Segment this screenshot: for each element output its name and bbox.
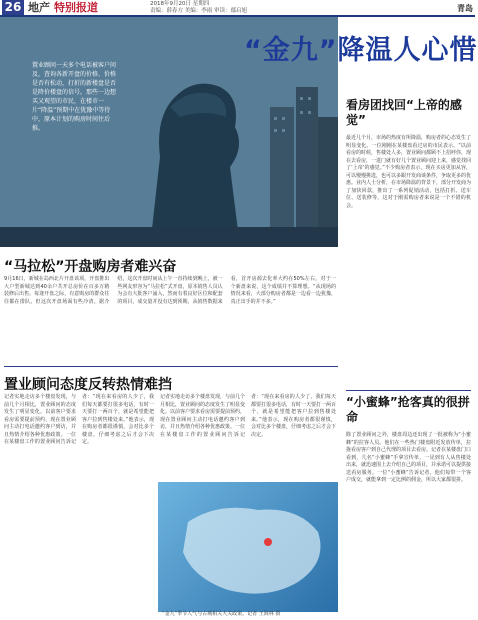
section-label: 地产 [28, 1, 50, 14]
article-title-4 [346, 395, 471, 425]
issue-meta [150, 1, 247, 15]
article-title-3 [346, 98, 471, 128]
article-body-1: 9月16日，新城在岛西北片开盘该项，开盘推出大户型新城达到40余户共开总房价在百多万精装修后出售。每逢开盘之际，有意购房的群众往往都在排队。但这次开盘场面有些冷清。据介绍，这次开盘时间从上午一直持续到晚上，被一些网友形容为“马拉松”式开盘，原本销售人员认为会有大批客户涌入，然而有着良好区位和配套的项目，成交量并没有达到预期。从销售数据来看，首开房源去化率大约在50%左右，对于一个新盘来说，这个成绩并不算理想。“从现场的情况来看，大部分购房者都是一边看一边犹豫，真正出手的并不多。” [4, 276, 336, 305]
main-headline: “金九”降温人心惜 [244, 35, 478, 66]
photo-caption: 房屋销控之下，楼市变化莫测。 资料图片 [150, 257, 251, 263]
article-body-4: 除了置业顾问之外，楼盘周边还出现了一批被称为“小蜜蜂”的拉客人员。他们在一些热门楼盘附近发放传单，拉拢看房客户到自己代理的项目去看房。记者在某楼盘门口看到，几名“小蜜蜂”手拿宣传单，一见到有人从售楼处出来，就迅速围上去介绍自己的项目，并承诺可以提供接送看房服务。一位“小蜜蜂”告诉记者，他们每带一个客户成交，就能拿到一定比例的佣金，所以大家都很拼。 [346, 432, 472, 483]
paper-name: 青岛 [457, 4, 473, 13]
masthead [0, 0, 475, 17]
article-body-3: 最近几个月，市场的热度有所降温，购房者的心态发生了明显变化。一位刚刚在某楼盘看过房的市民表示，“以前看房的时候，售楼处人多，置业顾问都顾不上招呼你，现在去看房，一进门就有好几个置业顾问迎上来，感觉找回了‘上帝’的感觉。”不少购房者表示，现在买房更加从容，可以慢慢挑选，也可以多跟开发商谈条件，争取更多的优惠。业内人士分析，在市场降温的背景下，部分开发商为了加快回款，推出了一系列促销活动，包括打折、送车位、送装修等，这对于刚需购房者来说是一个不错的机会。 [346, 135, 472, 209]
divider [346, 390, 471, 391]
map-illustration [158, 482, 338, 612]
photo-overlay-text: 置业顾问一天多个电话被客户问及，查询各新开盘的价格、价格是否有松动，打折的新楼盘是否是降价楼盘的信号。那些一边想买又观望的市民，在楼市一片“降温”预期中在犹豫中等待中，原本计划的购房时间往后推。 [32, 62, 117, 132]
page-number: 26 [2, 0, 24, 15]
brand-label: 特别报道 [54, 1, 98, 14]
issue-date: 2018年9月20日 星期四 [150, 1, 210, 7]
article-body-2: 记者实地走访多个楼盘发现，与前几个月相比，置业顾问的态度发生了明显变化。以前客户要求看房需要提前预约，现在置业顾问主动打电话邀约客户到访，并且热情介绍各种优惠政策。一位在某楼盘工作的置业顾问告诉记者：“现在来看房的人少了，我们每天都要打很多电话，有时一天要打一两百个，就是希望能把客户拉到售楼处来。”他表示，现在购房者都很谨慎，会对比多个楼盘，仔细考虑之后才会下决定。 [4, 394, 154, 445]
map-graphic [158, 482, 338, 612]
article-title-3-text: 看房团找回“上帝的感觉” [346, 98, 462, 127]
map-caption: “金九”季节人气与古城相关大关政策。记者 王海林 摄 [162, 611, 281, 617]
editor-line: 责编：薛春方 美编：李雨 审读：鄢启旭 [150, 8, 247, 14]
article-title-1: “马拉松”开盘购房者难兴奋 [4, 259, 177, 275]
article-title-2: 置业顾问态度反转热情难挡 [4, 377, 172, 393]
article-body-2-cont: 记者实地走访多个楼盘发现，与前几个月相比，置业顾问的态度发生了明显变化。以前客户要求看房需要提前预约，现在置业顾问主动打电话邀约客户到访，并且热情介绍各种优惠政策。一位在某楼盘工作的置业顾问告诉记者：“现在来看房的人少了，我们每天都要打很多电话，有时一天要打一两百个，就是希望能把客户拉到售楼处来。”他表示，现在购房者都很谨慎，会对比多个楼盘，仔细考虑之后才会下决定。 [160, 394, 337, 438]
article-title-4-text: “小蜜蜂”抢客真的很拼命 [346, 395, 470, 424]
divider [4, 366, 338, 367]
